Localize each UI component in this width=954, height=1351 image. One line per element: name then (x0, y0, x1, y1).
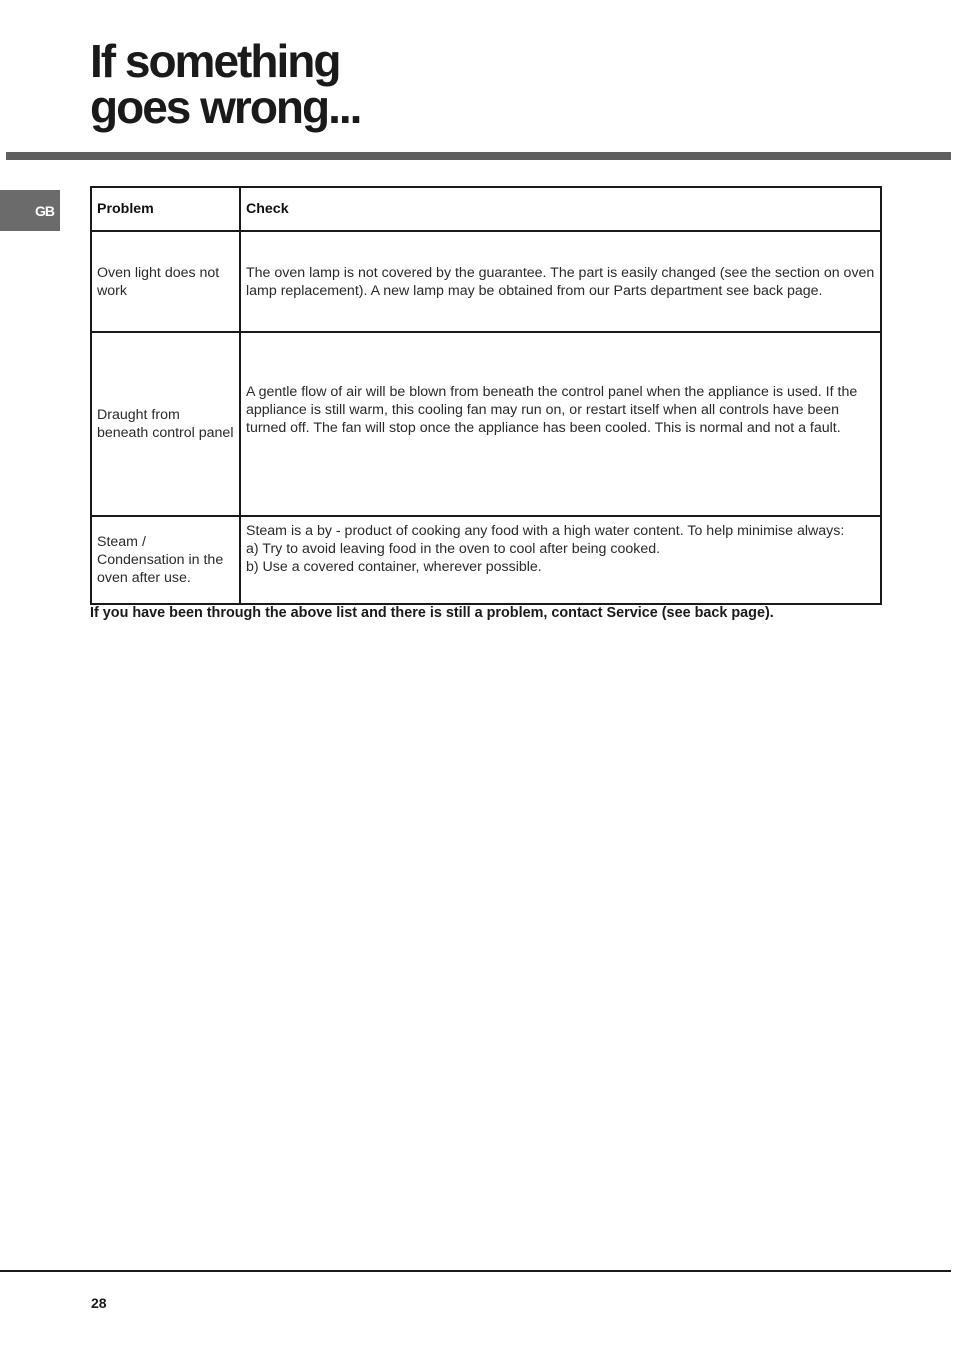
check-line: b) Use a covered container, wherever possible. (246, 559, 542, 575)
table-row (91, 231, 881, 332)
troubleshooting-table (90, 186, 882, 605)
check-cell (240, 516, 881, 604)
footer-divider (0, 1270, 951, 1272)
service-note: If you have been through the above list and there is still a problem, contact Service (see back page). (90, 605, 774, 621)
check-cell: The oven lamp is not covered by the guarantee. The part is easily changed (see the section on oven lamp replacement). A new lamp may be obtained from our Parts department see back page. (240, 231, 881, 332)
problem-cell: Steam / Condensation in the oven after use. (91, 516, 240, 604)
column-header-problem: Problem (91, 187, 240, 231)
check-line: a) Try to avoid leaving food in the oven to cool after being cooked. (246, 541, 661, 557)
problem-cell: Draught from beneath control panel (91, 332, 240, 516)
problem-cell: Oven light does not work (91, 231, 240, 332)
table-row (91, 516, 881, 604)
check-line: Steam is a by - product of cooking any food with a high water content. To help minimise always: (246, 523, 845, 539)
page-number: 28 (91, 1295, 107, 1311)
page-title (90, 35, 361, 133)
header-divider (6, 152, 951, 160)
check-cell: A gentle flow of air will be blown from beneath the control panel when the appliance is used. If the appliance is still warm, this cooling fan may run on, or restart itself when all controls have been turned off. The fan will stop once the appliance has been cooled. This is normal and not a fault. (240, 332, 881, 516)
column-header-check: Check (240, 187, 881, 231)
table-row (91, 332, 881, 516)
page-title-line-2: goes wrong... (90, 81, 361, 133)
page-title-line-1: If something (90, 35, 340, 87)
language-tab: GB (0, 190, 60, 231)
table-header-row (91, 187, 881, 231)
